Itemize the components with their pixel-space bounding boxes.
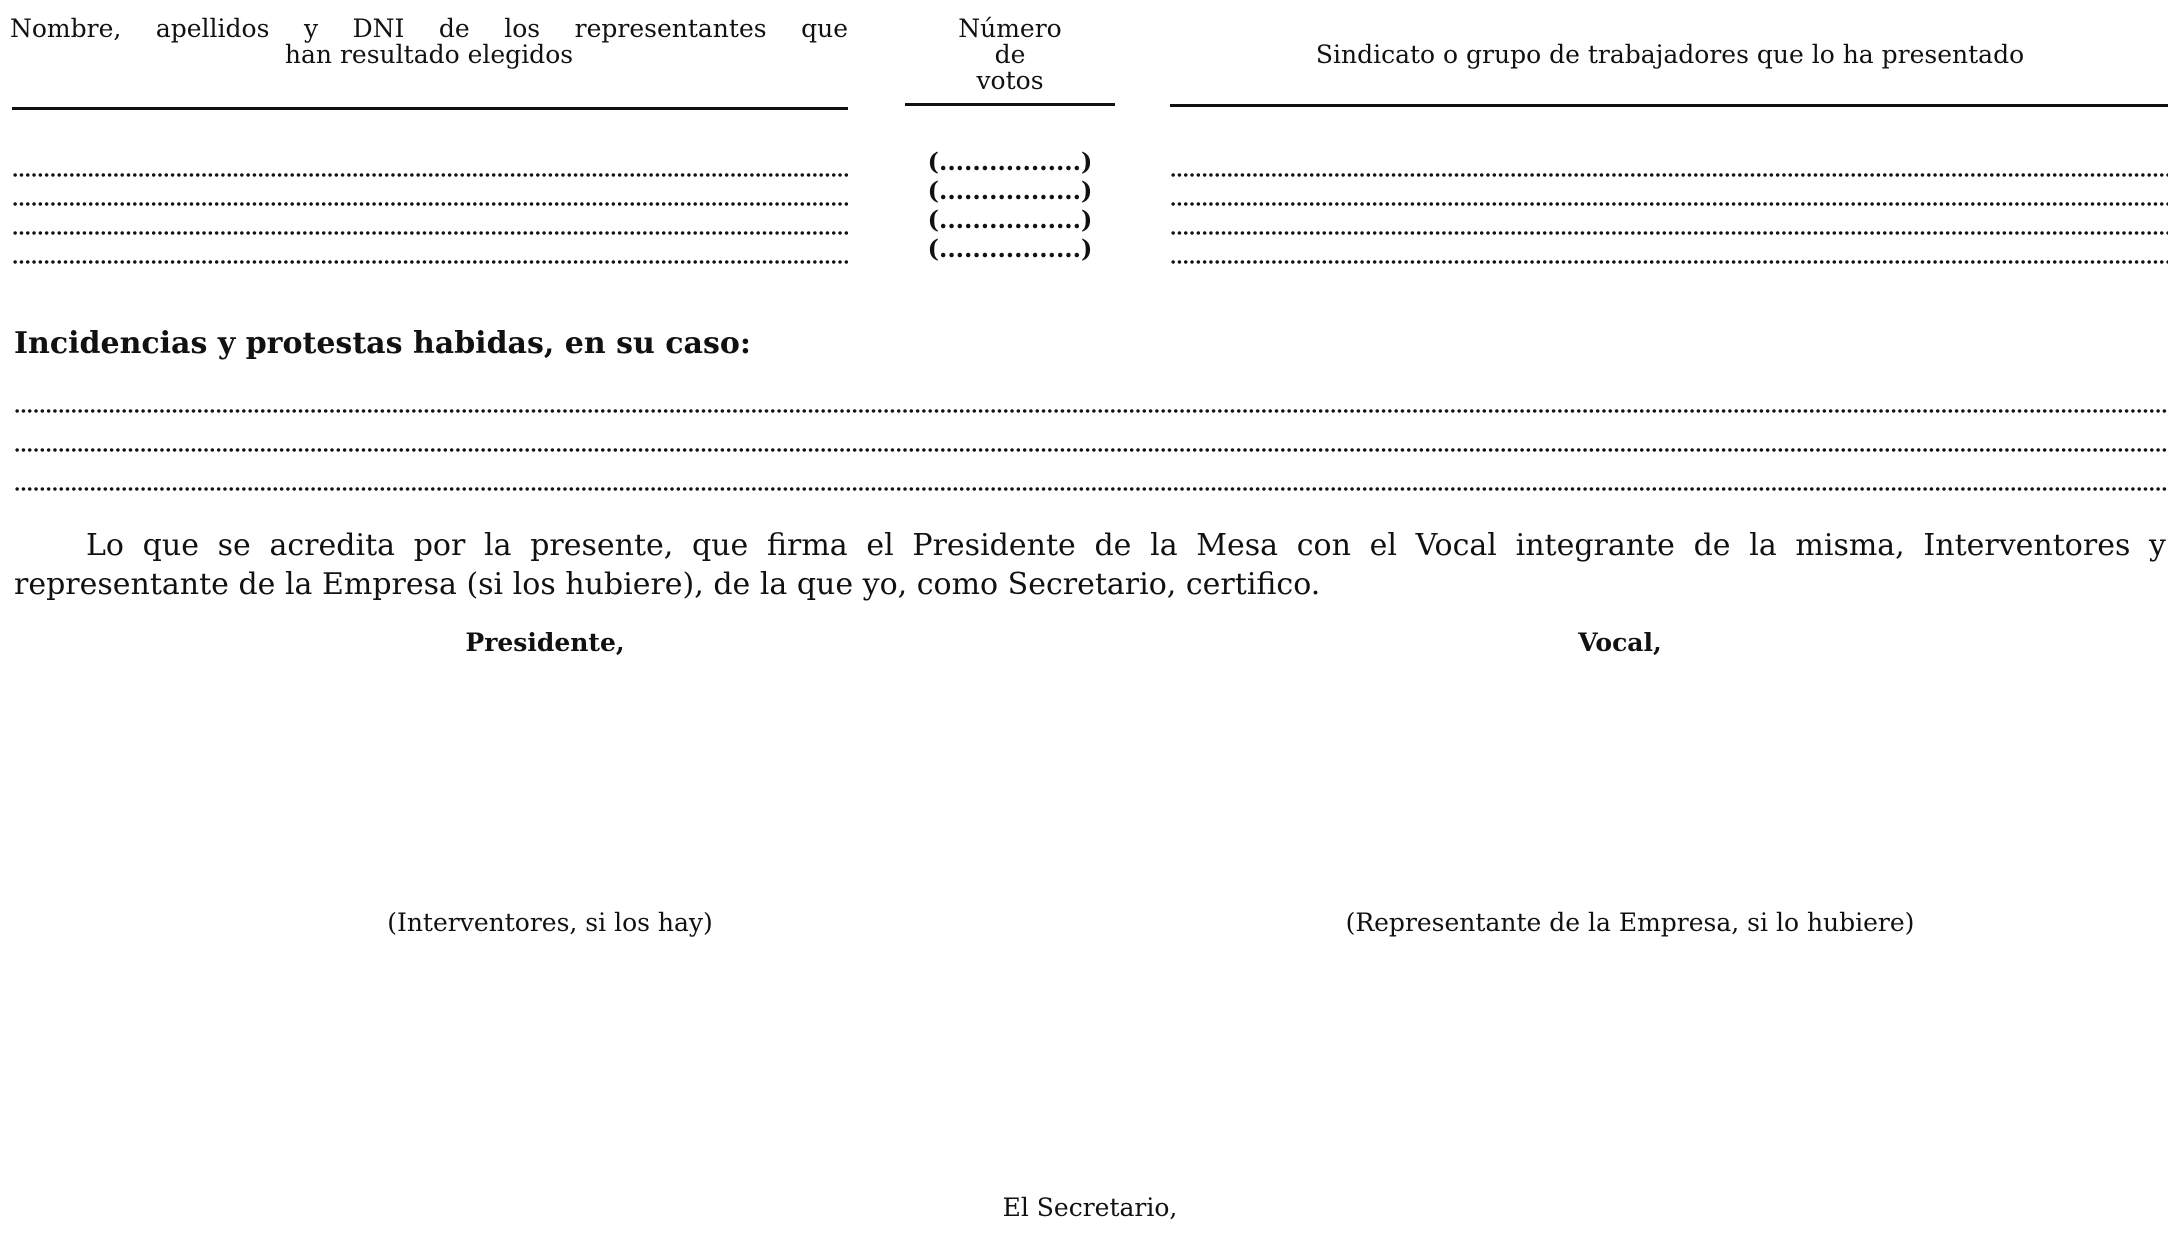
- header-votes-line: de: [994, 40, 1026, 69]
- header-union: Sindicato o grupo de trabajadores que lo ha presentado: [1315, 40, 2025, 69]
- header-names: Nombre, apellidos y DNI de los representantes que: [10, 14, 848, 43]
- votes-cell: (.................): [927, 205, 1093, 234]
- signature-president: Presidente,: [465, 628, 625, 657]
- header-votes-line: votos: [976, 66, 1044, 95]
- union-line: [1170, 170, 2168, 180]
- header-names-line2: han resultado elegidos: [284, 40, 574, 69]
- name-line: [12, 170, 848, 180]
- union-line: [1170, 257, 2168, 267]
- incidents-line: [14, 484, 2168, 494]
- signature-representante: (Representante de la Empresa, si lo hubiere): [1345, 908, 1915, 937]
- union-line: [1170, 199, 2168, 209]
- union-line: [1170, 228, 2168, 238]
- votes-cell: (.................): [927, 234, 1093, 263]
- signature-interventores: (Interventores, si los hay): [387, 908, 713, 937]
- signature-secretario: El Secretario,: [1002, 1193, 1178, 1222]
- name-line: [12, 257, 848, 267]
- header-votes: [905, 16, 1115, 94]
- statement-paragraph: [14, 526, 2166, 604]
- header-votes-line: Número: [958, 14, 1062, 43]
- incidents-label: Incidencias y protestas habidas, en su caso:: [14, 326, 751, 361]
- votes-cell: (.................): [927, 147, 1093, 176]
- header-rule-votes: [905, 103, 1115, 106]
- statement-text: Lo que se acredita por la presente, que firma el Presidente de la Mesa con el Vocal integrante de la misma, Interventores y representante de la Empresa (si los hubiere), de la que yo, como Secretario, certifico.: [14, 528, 2166, 602]
- header-rule-union: [1170, 104, 2168, 107]
- incidents-line: [14, 445, 2168, 455]
- name-line: [12, 228, 848, 238]
- name-line: [12, 199, 848, 209]
- votes-cell: (.................): [927, 176, 1093, 205]
- signature-vocal: Vocal,: [1578, 628, 1662, 657]
- incidents-line: [14, 406, 2168, 416]
- header-rule-names: [12, 107, 848, 110]
